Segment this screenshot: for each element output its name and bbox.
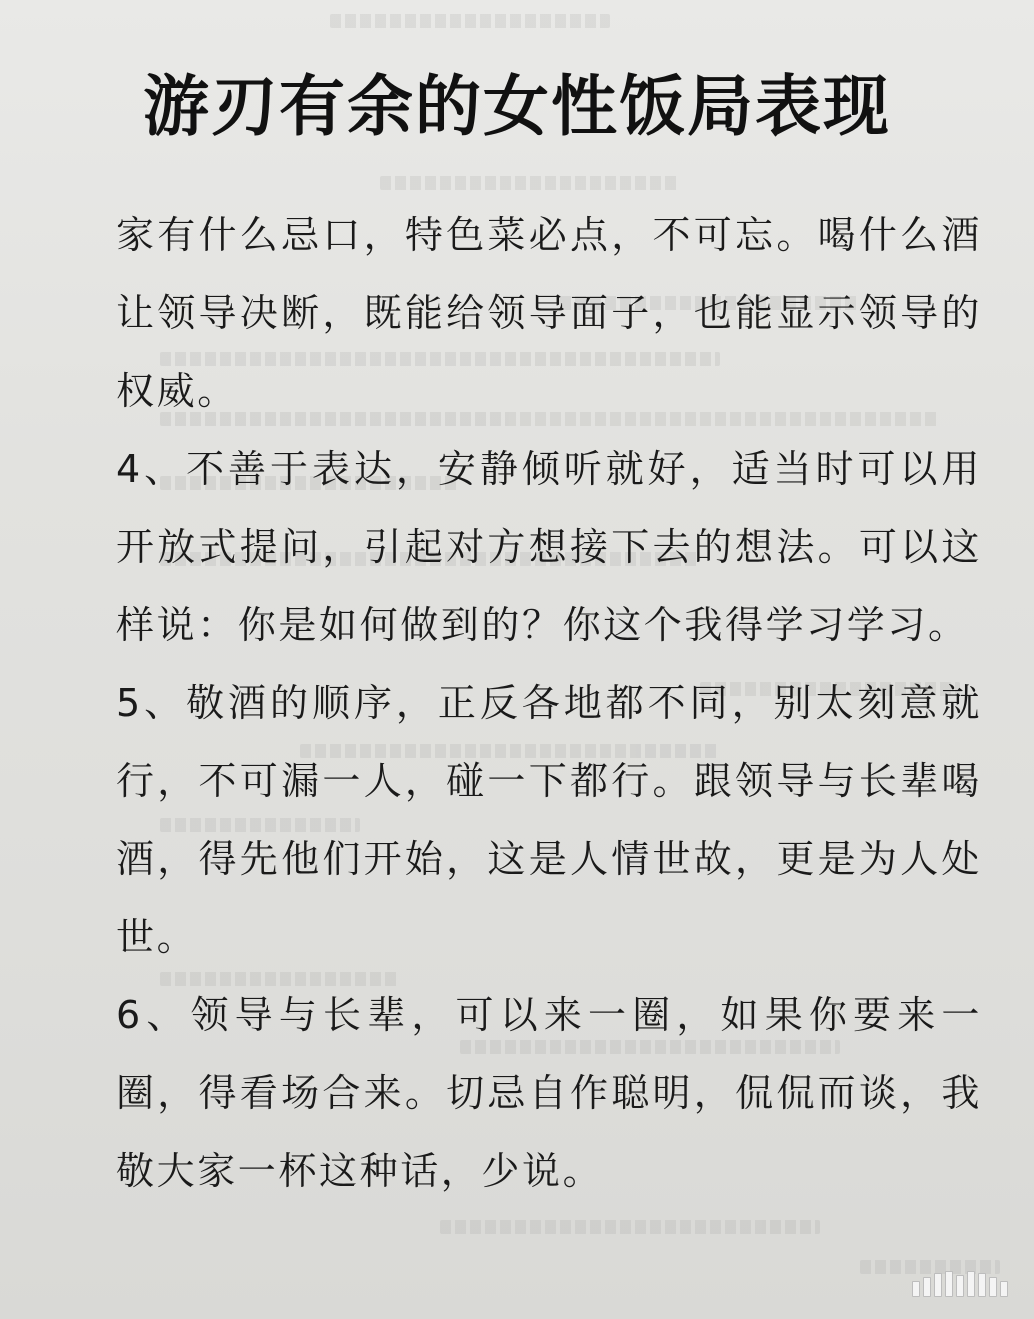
bars-watermark-icon — [912, 1271, 1008, 1297]
paragraph-tip-5: 5、敬酒的顺序，正反各地都不同，别太刻意就行，不可漏一人，碰一下都行。跟领导与长辈喝酒，得先他们开始，这是人情世故，更是为人处世。 — [116, 681, 982, 959]
paragraph-intro: 家有什么忌口，特色菜必点，不可忘。喝什么酒让领导决断，既能给领导面子，也能显示领导的权威。 — [116, 213, 982, 413]
paragraph-tip-6: 6、领导与长辈，可以来一圈，如果你要来一圈，得看场合来。切忌自作聪明，侃侃而谈，我敬大家一杯这种话，少说。 — [116, 993, 982, 1193]
article-body — [116, 196, 982, 1210]
paragraph-tip-4: 4、不善于表达，安静倾听就好，适当时可以用开放式提问，引起对方想接下去的想法。可以这样说：你是如何做到的？你这个我得学习学习。 — [116, 447, 982, 647]
page-title: 游刃有余的女性饭局表现 — [143, 68, 891, 145]
